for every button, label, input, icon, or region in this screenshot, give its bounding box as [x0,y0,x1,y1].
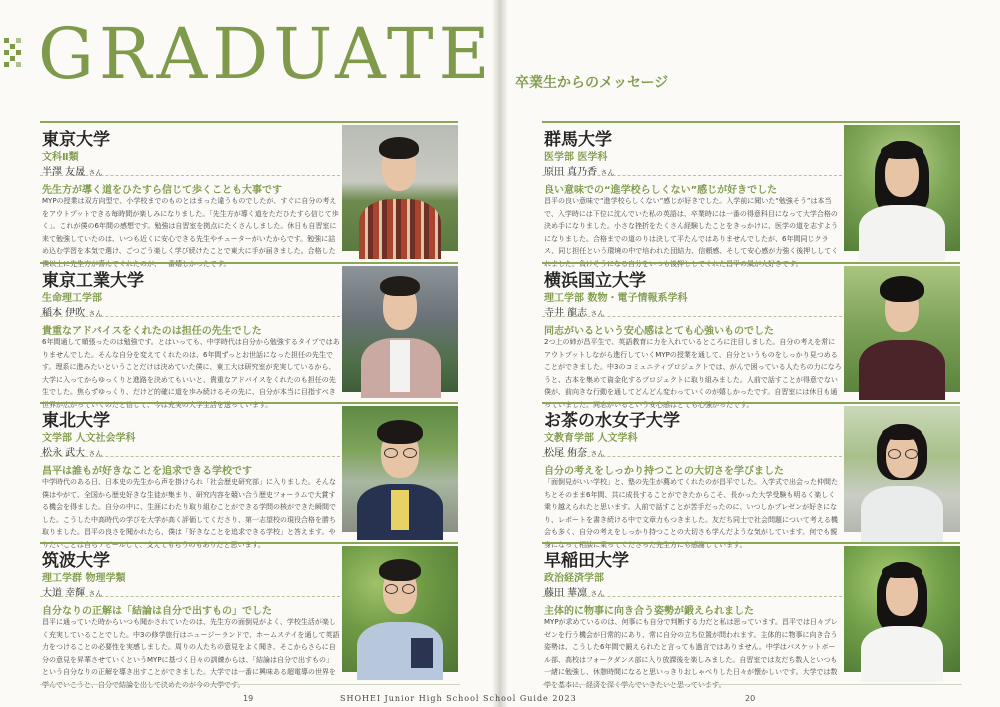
student-photo [342,546,458,672]
message-body: 6年間通して順張ったのは勉強です。とはいっても、中学時代は自分から勉強するタイプではありませんでした。そんな自分を変えてくれたのは、6年間ずっとお世話になった担任の先生です。理系に進みたいということだけは決めていた僕に、東工大は研究室が充実しているから、大学に入ってからゆっくりと進路を決めてもいいと、貴重なアドバイスをくれたのも担任の先生でした。焦らずゆっくり、だけど的確に道を歩み続けるその先に、自分が本当に目指すべき世界が広がっていくのだと信じて、今は充実の大学生活を送っています。 [42,338,340,409]
divider [542,596,842,597]
department: 文科Ⅱ類 [42,152,79,163]
student-photo [844,266,960,392]
page-subtitle: 卒業生からのメッセージ [515,75,669,91]
message-body: MYPの授業は双方向型で、小学校までのものとはまった違うものでしたが、すぐに自分の考えをアウトプットできる毎時間が楽しみになりました。「先生方が導く道をただひたすら信じて歩く」。これが僕の6年間の感想です。勉強は自習室を拠点にたくさんしました。休日も自習室に来て勉強していたのは、いつも近くに安心できる先生やチューターがいたからです。勉強に詰め込む学習を本気で選け、ごつごう楽しく学び続けたことで東大に手が届きました。合格した僕以上に先生方が喜んでくれたのが、一番嬉しかったです。 [42,197,339,268]
message-body: MYPが求めているのは、何事にも自分で判断する力だと私は思っています。昌平では日々プレゼンを行う機会が日常的にあり、常に自分の立ち位置が問われます。主体的に物事に向き合う姿勢は、こうした6年間で鍛えられたと言っても過言ではありません。中学はバスケットボール部、高校はフォークダンス部に入り放課後を楽しみました。自習室では友だち数人といつも一緒に勉強し、休憩時間になると思いっきりおしゃべりした日々が懐かしいです。大学では数 [544,618,838,676]
student-photo [844,546,960,672]
university-name: お茶の水女子大学 [544,411,680,431]
university-name: 早稲田大学 [544,551,629,571]
bottom-rule-left [40,684,460,685]
bottom-rule-right [542,684,962,685]
department: 理工学部 数物・電子情報系学科 [544,293,688,304]
message-body: 昌平の良い意味で“進学校らしくない”感じが好きでした。入学前に聞いた“勉強そう”は本当で、入学時には下位に沈んでいた私の英語は、卒業時には一番の得意科目になって大学合格の決め手になりました。小さな挫折をたくさん経験したことをきっかけに、医学の道を志すようになりました。合格までの道のりは決して平たんではありませんでしたが、6年間同じクラス、同じ担任という環境の中で培われた団結力、信頼感、そして安心感が力強く後押ししてくれました。負けそうになる自分をいつも後押ししてくれた昌平の風が大好きです。 [544,197,839,268]
student-photo [844,406,960,532]
divider [542,175,842,176]
message-headline: 主体的に物事に向き合う姿勢が鍛えられました [544,606,754,617]
department: 医学部 医学科 [544,152,608,163]
message-headline: 自分なりの正解は「結論は自分で出すもの」でした [42,606,272,617]
student-photo [342,125,458,251]
message-body: 中学時代のある日、日本史の先生から声を掛けられ「社会歴史研究部」に入りました。そんな僕はやがて、全国から歴史好きな生徒が集まり、研究内容を競い合う歴史フォーラムで大賞する機会を得ました。自分の中に、生涯にわたり取り組むことができる学問の核ができた瞬間でした。こうした中高時代の学びを大学が高く評価してくださり、第一志望校の現役合格を勝ち取りました。昌平の良さを聞かれたら、僕は「好きなことを追求できる学校」と答えます。やりたいことは自らアピールして、支えてもらうのもありだと思います。 [42,478,336,549]
student-name: 半澤 友晟 さん [42,167,103,178]
message-headline: 貴重なアドバイスをくれたのは担任の先生でした [42,326,262,337]
university-name: 群馬大学 [544,130,612,150]
message-body: 「面倒見がいい学校」と、塾の先生が薦めてくれたのが昌平でした。入学式で出会った仲間たちとそのまま6年間、共に成長することができたからこそ、長かった大学受験も明るく楽しく乗り越えられたと思います。人前で話すことが苦手だったのに、いつしかプレゼンが好きになり、レポートを書き続ける中で文章力もつきました。友だち同士で社会問題について考える機会も多く、自分の考えをしっかり持つことの大切さも学んだような気がしています。何でも親身になって相談に乗ってくださった先生方にも感謝しています。 [544,478,838,549]
divider [40,316,340,317]
student-name: 原田 真乃香 さん [544,167,615,178]
message-body: 2つ上の姉が昌平生で、英語教育に力を入れているところに注目しました。自分の考えを常にアウトプットしながら進行していくMYPの授業を通して、自分というものをしっかり見つめることができました。中3のコミュニティプロジェクトでは、がんで困っている人たちの力になろうと、古本を集めて資金化するプロジェクトに取り組みました。人前で話すことが得意でない僕が、前向きな行動を通してどんどん変わっていくのが嬉しかったです。自習室には休日も通っていました。同志がいるという安心感はとても心強かったです。 [544,338,842,409]
divider [40,456,340,457]
department: 政治経済学部 [544,573,604,584]
student-name: 稲本 伊吹 さん [42,308,103,319]
chevron-pattern-icon [4,38,32,66]
graduate-card [542,262,960,409]
graduate-card [40,121,458,268]
message-headline: 昌平は誰もが好きなことを追求できる学校です [42,466,252,477]
graduate-card [542,542,960,677]
graduate-card [40,542,458,677]
page-number-left: 19 [243,694,254,703]
divider [542,456,842,457]
divider [40,175,340,176]
page-number-right: 20 [745,694,756,703]
university-name: 東北大学 [42,411,110,431]
divider [40,596,340,597]
page-gutter [492,0,508,707]
divider [542,316,842,317]
message-headline: 良い意味での“進学校らしくない”感じが好きでした [544,185,778,196]
message-headline: 先生方が導く道をひたすら信じて歩くことも大事です [42,185,282,196]
graduate-card [40,262,458,409]
university-name: 東京大学 [42,130,110,150]
message-headline: 同志がいるという安心感はとても心強いものでした [544,326,774,337]
student-photo [844,125,960,251]
message-body: 昌平に通っていた時からいつも聞かされていたのは、先生方の面倒見がよく、学校生活が楽しく充実していることでした。中3の修学旅行はニュージーランドで、ホームステイを通して英語力をつけることの必要性を実感しました。周りの人たちの意見をよく聞き、そこからさらに自分の意見を昇華させていくというMYPに基づく日々の訓練からは、「結論は自分で出すもの」という自分なりの正解を導き出すことができました。大学では一番に興味ある超電導の世界を [42,618,340,676]
graduate-card [542,121,960,268]
university-name: 筑波大学 [42,551,110,571]
student-name: 藤田 華凛 さん [544,588,605,599]
message-headline: 自分の考えをしっかり持つことの大切さを学びました [544,466,784,477]
university-name: 横浜国立大学 [544,271,646,291]
department: 文学部 人文社会学科 [42,433,136,444]
footer-text: SHOHEI Junior High School School Guide 2023 [340,694,577,703]
student-name: 大道 幸輝 さん [42,588,103,599]
graduate-card [542,402,960,549]
page-title: GRADUATE [38,13,495,95]
department: 文教育学部 人文学科 [544,433,638,444]
student-photo [342,406,458,532]
graduate-card [40,402,458,549]
department: 理工学群 物理学類 [42,573,126,584]
student-name: 松永 武大 さん [42,448,103,459]
student-name: 寺井 龍志 さん [544,308,605,319]
university-name: 東京工業大学 [42,271,144,291]
department: 生命理工学部 [42,293,102,304]
student-name: 松尾 侑奈 さん [544,448,605,459]
student-photo [342,266,458,392]
